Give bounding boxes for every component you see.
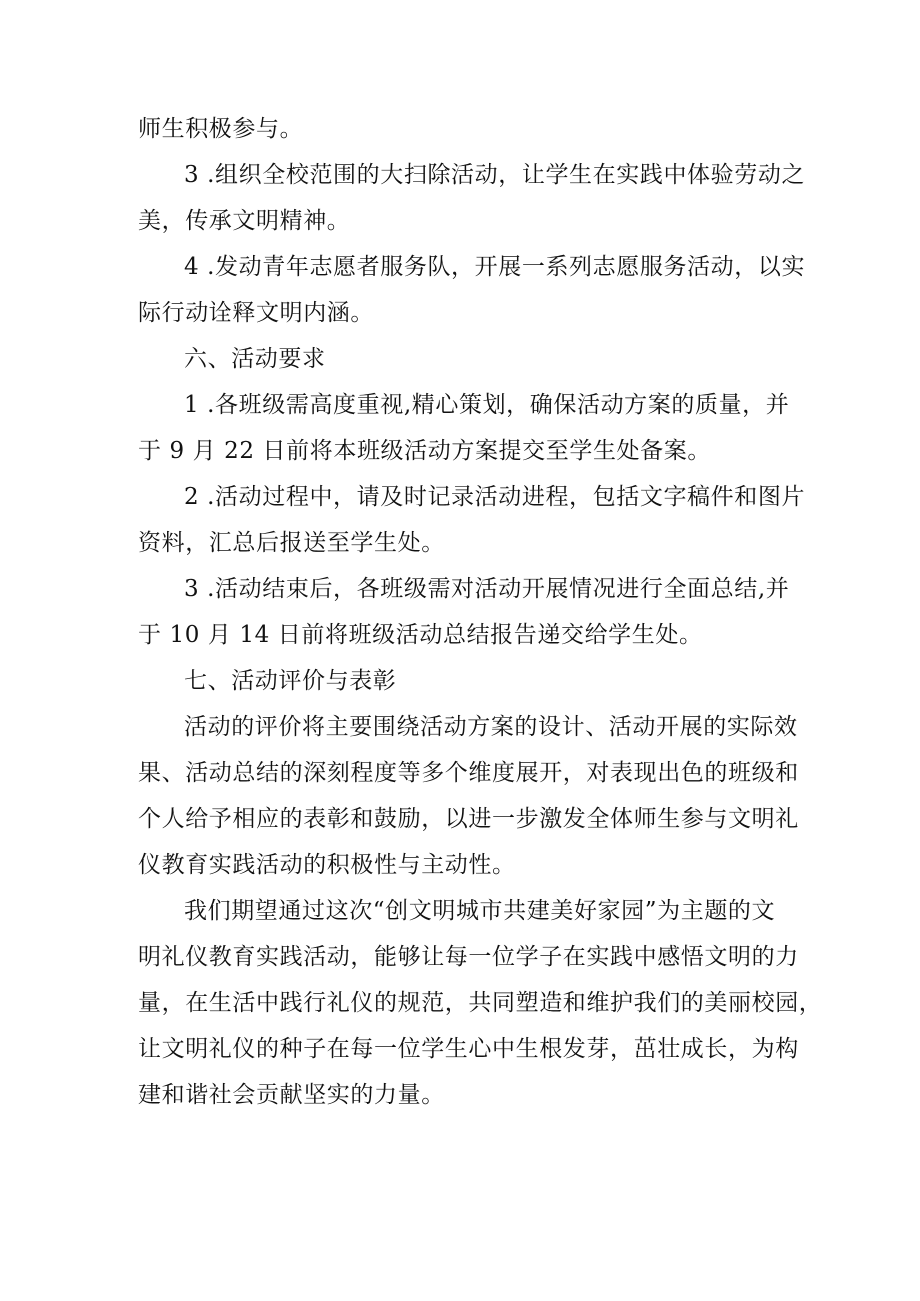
paragraph-line: 让文明礼仪的种子在每一位学生心中生根发芽，茁壮成长，为构 — [138, 1036, 799, 1062]
paragraph-line: 果、活动总结的深刻程度等多个维度展开，对表现出色的班级和 — [138, 760, 799, 786]
text-line: 资料，汇总后报送至学生处。 — [138, 530, 445, 556]
paragraph-line: 仪教育实践活动的积极性与主动性。 — [138, 852, 516, 878]
paragraph-line: 我们期望通过这次“创文明城市共建美好家园”为主题的文 — [184, 898, 776, 924]
list-item-4: 4 .发动青年志愿者服务队，开展一系列志愿服务活动，以实 — [184, 254, 806, 280]
paragraph-line: 个人给予相应的表彰和鼓励，以进一步激发全体师生参与文明礼 — [138, 806, 799, 832]
list-item-1: 1 .各班级需高度重视,精心策划，确保活动方案的质量，并 — [184, 392, 790, 418]
text-line: 美，传承文明精神。 — [138, 208, 351, 234]
paragraph-line: 活动的评价将主要围绕活动方案的设计、活动开展的实际效 — [184, 714, 798, 740]
section-heading-evaluation: 七、活动评价与表彰 — [184, 668, 397, 694]
text-line: 师生积极参与。 — [138, 116, 304, 142]
list-item-2: 2 .活动过程中，请及时记录活动进程，包括文字稿件和图片 — [184, 484, 806, 510]
text-line: 际行动诠释文明内涵。 — [138, 300, 374, 326]
text-line: 于 10 月 14 日前将班级活动总结报告递交给学生处。 — [138, 622, 703, 648]
paragraph-line: 建和谐社会贡献坚实的力量。 — [138, 1082, 445, 1108]
list-item-3: 3 .活动结束后，各班级需对活动开展情况进行全面总结,并 — [184, 576, 790, 602]
list-item-3: 3 .组织全校范围的大扫除活动，让学生在实践中体验劳动之 — [184, 162, 806, 188]
document-page — [138, 113, 823, 1111]
paragraph-line: 量，在生活中践行礼仪的规范，共同塑造和维护我们的美丽校园， — [138, 990, 823, 1016]
paragraph-line: 明礼仪教育实践活动，能够让每一位学子在实践中感悟文明的力 — [138, 944, 799, 970]
section-heading-requirements: 六、活动要求 — [184, 346, 326, 372]
text-line: 于 9 月 22 日前将本班级活动方案提交至学生处备案。 — [138, 438, 711, 464]
